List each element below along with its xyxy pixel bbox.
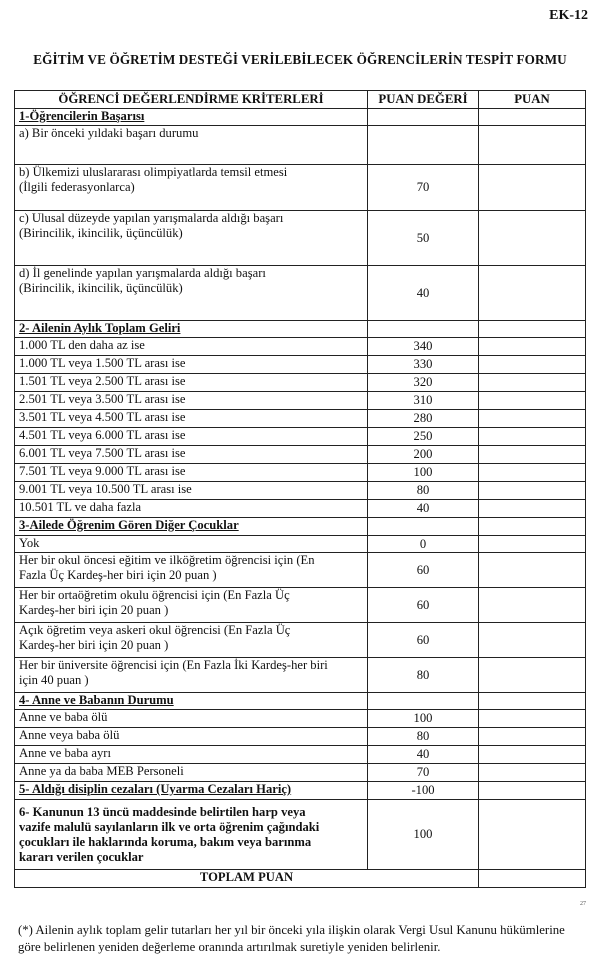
criterion-label: Her bir okul öncesi eğitim ve ilköğretim öğrencisi için (En Fazla Üç Kardeş-her biri için 20 puan ) [15, 553, 368, 588]
point-value: 80 [368, 482, 479, 500]
section-row [15, 693, 586, 710]
point-value [368, 518, 479, 536]
point-value: 100 [368, 800, 479, 870]
point-value: 60 [368, 553, 479, 588]
point-value: 70 [368, 165, 479, 211]
point-value: 250 [368, 428, 479, 446]
total-label: TOPLAM PUAN [15, 870, 479, 888]
section-row [15, 800, 586, 870]
table-row [15, 428, 586, 446]
header-score: PUAN [479, 91, 586, 109]
table-row [15, 374, 586, 392]
criterion-label: 6- Kanunun 13 üncü maddesinde belirtilen harp veya vazife malulü sayılanların ilk ve orta öğrenim çağındaki çocukları ile haklarında koruma, bakım veya barınma kararı verilen çocuklar [15, 800, 368, 870]
score-cell[interactable] [479, 446, 586, 464]
criterion-label: 3.501 TL veya 4.500 TL arası ise [15, 410, 368, 428]
criterion-label: 7.501 TL veya 9.000 TL arası ise [15, 464, 368, 482]
score-cell[interactable] [479, 410, 586, 428]
score-cell[interactable] [479, 693, 586, 710]
criterion-label: Yok [15, 536, 368, 553]
table-row [15, 266, 586, 321]
table-row [15, 392, 586, 410]
point-value: 40 [368, 266, 479, 321]
criterion-label: 5- Aldığı disiplin cezaları (Uyarma Cezaları Hariç) [15, 782, 368, 800]
table-row [15, 658, 586, 693]
table-row [15, 728, 586, 746]
point-value: 200 [368, 446, 479, 464]
criterion-label: c) Ulusal düzeyde yapılan yarışmalarda aldığı başarı (Birincilik, ikincilik, üçüncülük) [15, 211, 368, 266]
criterion-label: 1-Öğrencilerin Başarısı [15, 109, 368, 126]
score-cell[interactable] [479, 392, 586, 410]
score-cell[interactable] [479, 623, 586, 658]
score-cell[interactable] [479, 211, 586, 266]
point-value: 80 [368, 728, 479, 746]
score-cell[interactable] [479, 553, 586, 588]
table-row [15, 623, 586, 658]
score-cell[interactable] [479, 374, 586, 392]
point-value: 60 [368, 623, 479, 658]
score-cell[interactable] [479, 536, 586, 553]
table-row [15, 165, 586, 211]
score-cell[interactable] [479, 126, 586, 165]
section-row [15, 782, 586, 800]
point-value: 340 [368, 338, 479, 356]
section-row [15, 109, 586, 126]
point-value [368, 126, 479, 165]
score-cell[interactable] [479, 338, 586, 356]
table-header-row [15, 91, 586, 109]
table-row [15, 588, 586, 623]
point-value: 100 [368, 710, 479, 728]
point-value [368, 321, 479, 338]
point-value: 70 [368, 764, 479, 782]
table-row [15, 410, 586, 428]
point-value: 80 [368, 658, 479, 693]
header-criteria: ÖĞRENCİ DEĞERLENDİRME KRİTERLERİ [15, 91, 368, 109]
table-row [15, 464, 586, 482]
point-value [368, 109, 479, 126]
score-cell[interactable] [479, 109, 586, 126]
score-cell[interactable] [479, 746, 586, 764]
score-cell[interactable] [479, 165, 586, 211]
point-value: 320 [368, 374, 479, 392]
point-value: 310 [368, 392, 479, 410]
criterion-label: 1.000 TL den daha az ise [15, 338, 368, 356]
criteria-table [14, 90, 586, 888]
score-cell[interactable] [479, 518, 586, 536]
table-row [15, 746, 586, 764]
point-value: 330 [368, 356, 479, 374]
page-number: 27 [580, 901, 586, 907]
score-cell[interactable] [479, 782, 586, 800]
criterion-label: Anne veya baba ölü [15, 728, 368, 746]
table-row [15, 500, 586, 518]
criterion-label: 4.501 TL veya 6.000 TL arası ise [15, 428, 368, 446]
criterion-label: 1.501 TL veya 2.500 TL arası ise [15, 374, 368, 392]
criterion-label: a) Bir önceki yıldaki başarı durumu [15, 126, 368, 165]
score-cell[interactable] [479, 800, 586, 870]
criterion-label: 6.001 TL veya 7.500 TL arası ise [15, 446, 368, 464]
table-row [15, 710, 586, 728]
footnote: (*) Ailenin aylık toplam gelir tutarları her yıl bir önceki yıla ilişkin olarak Vergi Usul Kanunu hükümlerine göre belirlenen yeniden değerleme oranında artırılmak suretiyle yeniden belirlenir. [18, 923, 565, 954]
table-body [15, 109, 586, 888]
criterion-label: Anne ve baba ölü [15, 710, 368, 728]
point-value: 40 [368, 746, 479, 764]
criterion-label: Her bir üniversite öğrencisi için (En Fazla İki Kardeş-her biri için 40 puan ) [15, 658, 368, 693]
table-row [15, 446, 586, 464]
criterion-label: 10.501 TL ve daha fazla [15, 500, 368, 518]
table-row [15, 356, 586, 374]
total-row [15, 870, 586, 888]
score-cell[interactable] [479, 764, 586, 782]
table-row [15, 338, 586, 356]
table-row [15, 211, 586, 266]
table-row [15, 553, 586, 588]
point-value: 280 [368, 410, 479, 428]
section-row [15, 518, 586, 536]
criterion-label: d) İl genelinde yapılan yarışmalarda aldığı başarı (Birincilik, ikincilik, üçüncülük) [15, 266, 368, 321]
criterion-label: 1.000 TL veya 1.500 TL arası ise [15, 356, 368, 374]
table-row [15, 536, 586, 553]
header-point-value: PUAN DEĞERİ [368, 91, 479, 109]
point-value: 60 [368, 588, 479, 623]
section-row [15, 321, 586, 338]
score-cell[interactable] [479, 482, 586, 500]
score-cell[interactable] [479, 464, 586, 482]
point-value: -100 [368, 782, 479, 800]
criterion-label: 4- Anne ve Babanın Durumu [15, 693, 368, 710]
criterion-label: b) Ülkemizi uluslararası olimpiyatlarda temsil etmesi (İlgili federasyonlarca) [15, 165, 368, 211]
score-cell[interactable] [479, 710, 586, 728]
criterion-label: 2- Ailenin Aylık Toplam Geliri [15, 321, 368, 338]
criterion-label: Anne ve baba ayrı [15, 746, 368, 764]
point-value [368, 693, 479, 710]
criterion-label: Her bir ortaöğretim okulu öğrencisi için (En Fazla Üç Kardeş-her biri için 20 puan ) [15, 588, 368, 623]
score-cell[interactable] [479, 588, 586, 623]
point-value: 100 [368, 464, 479, 482]
table-row [15, 482, 586, 500]
table-row [15, 126, 586, 165]
annex-label: EK-12 [549, 8, 588, 23]
point-value: 40 [368, 500, 479, 518]
criterion-label: 2.501 TL veya 3.500 TL arası ise [15, 392, 368, 410]
point-value: 50 [368, 211, 479, 266]
score-cell[interactable] [479, 356, 586, 374]
score-cell[interactable] [479, 428, 586, 446]
score-cell[interactable] [479, 500, 586, 518]
score-cell[interactable] [479, 728, 586, 746]
criterion-label: 9.001 TL veya 10.500 TL arası ise [15, 482, 368, 500]
form-title: EĞİTİM VE ÖĞRETİM DESTEĞİ VERİLEBİLECEK ÖĞRENCİLERİN TESPİT FORMU [33, 52, 567, 67]
table-row [15, 764, 586, 782]
criterion-label: 3-Ailede Öğrenim Gören Diğer Çocuklar [15, 518, 368, 536]
score-cell[interactable] [479, 266, 586, 321]
score-cell[interactable] [479, 658, 586, 693]
total-score-cell[interactable] [479, 870, 586, 888]
criterion-label: Anne ya da baba MEB Personeli [15, 764, 368, 782]
score-cell[interactable] [479, 321, 586, 338]
point-value: 0 [368, 536, 479, 553]
criterion-label: Açık öğretim veya askeri okul öğrencisi (En Fazla Üç Kardeş-her biri için 20 puan ) [15, 623, 368, 658]
